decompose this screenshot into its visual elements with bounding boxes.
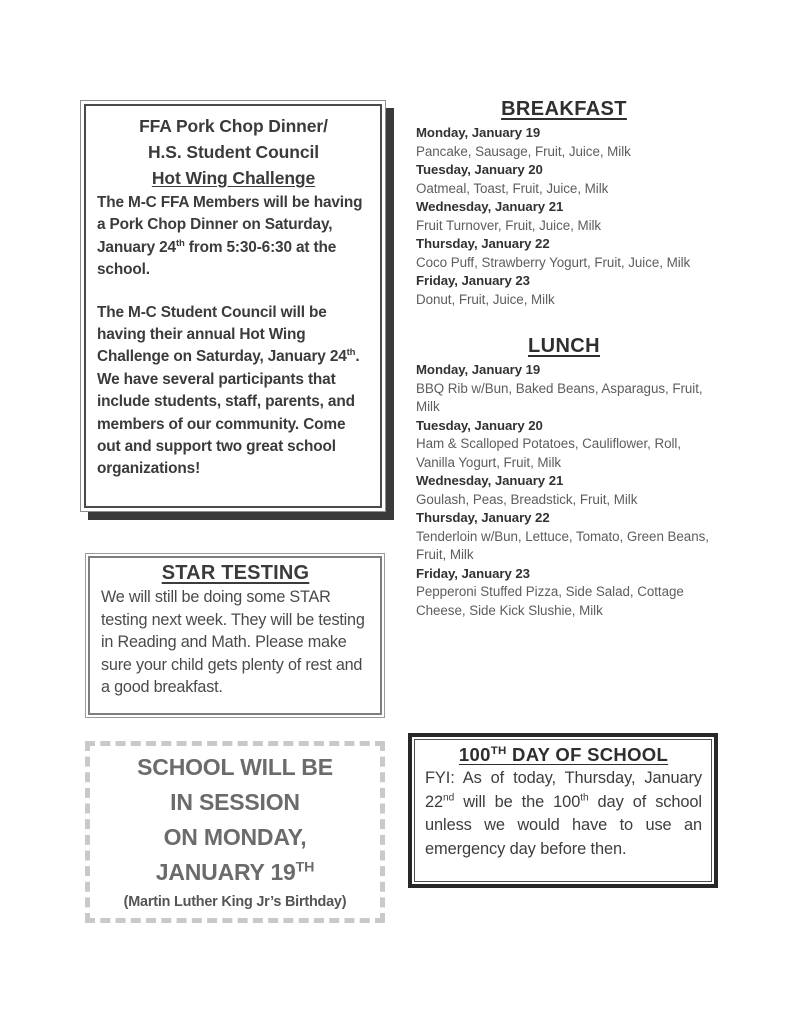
menu-items-text: Tenderloin w/Bun, Lettuce, Tomato, Green Beans, Fruit, Milk — [416, 528, 709, 562]
school-in-session-box — [85, 741, 385, 923]
menu-day-label: Friday, January 23 — [416, 273, 530, 288]
menu-items-text: Goulash, Peas, Breadstick, Fruit, Milk — [416, 491, 638, 507]
menu-entry — [416, 361, 712, 417]
menu-items-text: Oatmeal, Toast, Fruit, Juice, Milk — [416, 180, 609, 196]
ffa-title-line-1: FFA Pork Chop Dinner/ — [139, 116, 328, 136]
menu-day-label: Tuesday, January 20 — [416, 162, 543, 177]
menu-items-text: Coco Puff, Strawberry Yogurt, Fruit, Juice, Milk — [416, 254, 691, 270]
menu-day-label: Tuesday, January 20 — [416, 417, 543, 433]
menu-day-label: Thursday, January 22 — [416, 236, 550, 251]
menu-entry — [416, 472, 712, 509]
menu-entry — [416, 235, 712, 272]
lunch-section — [416, 335, 712, 620]
menu-entry — [416, 272, 712, 309]
session-ordinal-suffix: TH — [295, 859, 315, 876]
ffa-notice-box — [80, 100, 386, 512]
menu-entry — [416, 161, 712, 198]
menu-day-label: Monday, January 19 — [416, 125, 541, 140]
session-line-1: SCHOOL WILL BE — [137, 754, 333, 780]
ffa-paragraph-2: The M-C Student Council will be having their annual Hot Wing Challenge on Saturday, January 24th. We have several participants that include students, staff, parents, and members of our community. Come out and support two great school organizations! — [97, 303, 360, 478]
paragraph-spacer — [97, 282, 370, 302]
hundredth-day-body: FYI: As of today, Thursday, January 22nd will be the 100th day of school unless we would have to use an emergency day before then. — [425, 769, 702, 858]
menu-entry — [416, 124, 712, 161]
star-testing-box — [85, 553, 385, 718]
menu-entry — [416, 417, 712, 473]
hundredth-day-box — [408, 733, 718, 888]
menu-items-text: Pancake, Sausage, Fruit, Juice, Milk — [416, 143, 631, 159]
session-line-4: JANUARY 19TH — [155, 859, 315, 885]
session-subtitle: (Martin Luther King Jr’s Birthday) — [123, 894, 347, 910]
lunch-heading: LUNCH — [528, 335, 600, 357]
ffa-notice-inner — [84, 104, 382, 508]
menu-column — [416, 98, 712, 620]
hundredth-ordinal-1: nd — [443, 792, 455, 804]
star-testing-body: We will still be doing some STAR testing next week. They will be testing in Reading and Math. Please make sure your child gets plenty of rest and a good breakfast. — [101, 588, 365, 697]
hundredth-day-inner — [414, 739, 712, 882]
breakfast-heading: BREAKFAST — [501, 98, 627, 120]
hundredth-day-heading: 100TH DAY OF SCHOOL — [458, 744, 669, 765]
ffa-paragraph-1: The M-C FFA Members will be having a Pork Chop Dinner on Saturday, January 24th from 5:30-6:30 at the school. — [97, 194, 363, 279]
breakfast-section — [416, 98, 712, 309]
star-testing-heading: STAR TESTING — [161, 562, 310, 584]
menu-day-label: Wednesday, January 21 — [416, 199, 564, 214]
menu-day-label: Thursday, January 22 — [416, 510, 550, 525]
ffa-notice-title — [97, 113, 370, 191]
menu-items-text: Pepperoni Stuffed Pizza, Side Salad, Cottage Cheese, Side Kick Slushie, Milk — [416, 584, 684, 618]
session-line-3: ON MONDAY, — [163, 824, 307, 850]
ffa-notice-body — [97, 192, 370, 481]
menu-day-label: Wednesday, January 21 — [416, 473, 564, 488]
menu-entry — [416, 198, 712, 235]
menu-items-text: Fruit Turnover, Fruit, Juice, Milk — [416, 217, 602, 233]
menu-items-text: Ham & Scalloped Potatoes, Cauliflower, Roll, Vanilla Yogurt, Fruit, Milk — [416, 436, 681, 470]
session-line-2: IN SESSION — [170, 789, 300, 815]
menu-items-text: Donut, Fruit, Juice, Milk — [416, 291, 555, 307]
menu-items-text: BBQ Rib w/Bun, Baked Beans, Asparagus, Fruit, Milk — [416, 380, 703, 414]
lunch-list — [416, 361, 712, 620]
star-testing-inner — [88, 556, 382, 715]
breakfast-list — [416, 124, 712, 309]
ffa-ordinal-suffix-2: th — [346, 347, 356, 359]
ffa-ordinal-suffix-1: th — [175, 237, 185, 249]
ffa-title-line-3: Hot Wing Challenge — [151, 168, 316, 188]
menu-entry — [416, 565, 712, 621]
menu-entry — [416, 509, 712, 565]
hundredth-ordinal-2: th — [580, 792, 589, 804]
ffa-title-line-2: H.S. Student Council — [147, 142, 320, 162]
menu-day-label: Monday, January 19 — [416, 362, 541, 377]
menu-day-label: Friday, January 23 — [416, 565, 530, 581]
hundredth-heading-ordinal: TH — [490, 744, 507, 757]
